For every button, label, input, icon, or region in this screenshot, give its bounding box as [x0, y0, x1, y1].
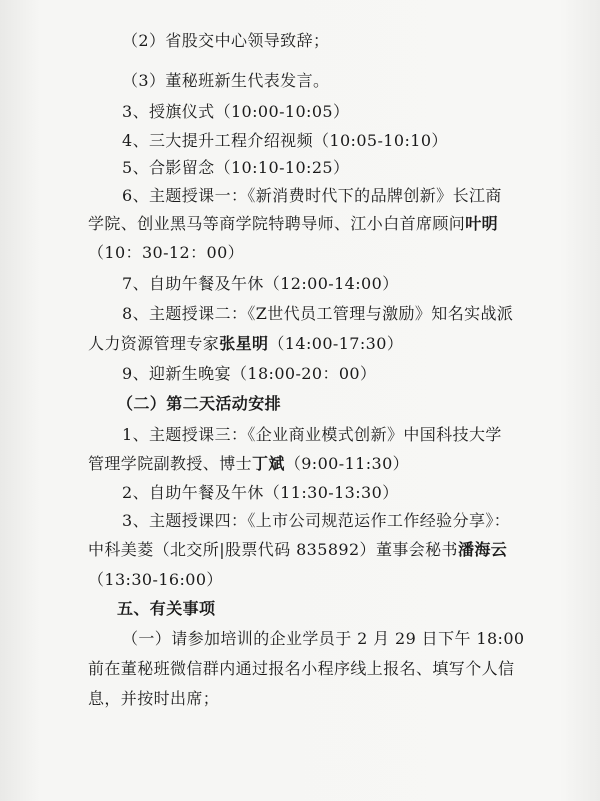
day2-item-2	[122, 482, 399, 504]
line-text: 管理学院副教授、博士	[88, 454, 253, 473]
section-heading-day-two	[117, 393, 281, 415]
line-text: 3、授旗仪式（10:00-10:05）	[122, 102, 350, 121]
section-heading-matters	[117, 598, 215, 620]
line-text: 4、三大提升工程介绍视频（10:05-10:10）	[122, 131, 448, 150]
opening-item-2	[122, 30, 329, 52]
matters-item-1	[122, 628, 524, 650]
agenda-item-4	[122, 130, 448, 152]
agenda-item-3	[122, 101, 349, 123]
line-text: 7、自助午餐及午休（12:00-14:00）	[122, 274, 399, 293]
line-text: 6、主题授课一：《新消费时代下的品牌创新》长江商	[122, 186, 502, 205]
agenda-item-9	[122, 363, 376, 385]
line-text: （13:30-16:00）	[88, 570, 223, 589]
day2-item-1	[122, 424, 502, 446]
day2-item-1-cont	[88, 453, 409, 475]
agenda-item-6-time	[88, 242, 244, 264]
day2-item-3	[122, 510, 510, 532]
line-text: 1、主题授课三：《企业商业模式创新》中国科技大学	[122, 425, 502, 444]
agenda-item-6-cont	[88, 213, 498, 235]
day2-item-3-cont	[88, 539, 507, 561]
agenda-item-6	[122, 185, 502, 207]
line-text: 前在董秘班微信群内通过报名小程序线上报名、填写个人信	[88, 659, 515, 678]
line-text: （一）请参加培训的企业学员于 2 月 29 日下午 18:00	[122, 629, 525, 648]
line-text: （3）董秘班新生代表发言。	[122, 71, 330, 90]
line-text: 5、合影留念（10:10-10:25）	[122, 158, 350, 177]
agenda-item-7	[122, 273, 399, 295]
matters-item-1-end	[88, 688, 219, 710]
agenda-item-8-cont	[88, 333, 403, 355]
agenda-item-5	[122, 157, 349, 179]
matters-item-1-cont	[88, 658, 514, 680]
line-text: 9、迎新生晚宴（18:00-20：00）	[122, 364, 377, 383]
agenda-item-8	[122, 303, 513, 325]
speaker-name: 潘海云	[457, 540, 508, 559]
speaker-name: 叶明	[465, 214, 499, 233]
speaker-name: 张星明	[219, 334, 269, 353]
opening-item-3	[122, 70, 329, 92]
heading-text: （二）第二天活动安排	[117, 394, 282, 413]
line-text: 学院、创业黑马等商学院特聘导师、江小白首席顾问	[88, 214, 466, 233]
line-text: 人力资源管理专家	[88, 334, 220, 353]
line-text: 8、主题授课二：《Z世代员工管理与激励》知名实战派	[122, 304, 514, 323]
line-text: （14:00-17:30）	[268, 334, 404, 353]
line-text: （10：30-12：00）	[88, 243, 245, 262]
line-text: （2）省股交中心领导致辞；	[122, 31, 330, 50]
line-text: （9:00-11:30）	[284, 454, 410, 473]
day2-item-3-time	[88, 569, 223, 591]
line-text: 3、主题授课四：《上市公司规范运作工作经验分享》：	[122, 511, 511, 530]
line-text: 2、自助午餐及午休（11:30-13:30）	[122, 483, 399, 502]
heading-text: 五、有关事项	[117, 599, 216, 618]
line-text: 息，并按时出席；	[88, 689, 220, 708]
line-text: 中科美菱（北交所|股票代码 835892）董事会秘书	[88, 540, 458, 559]
speaker-name: 丁斌	[252, 454, 285, 473]
